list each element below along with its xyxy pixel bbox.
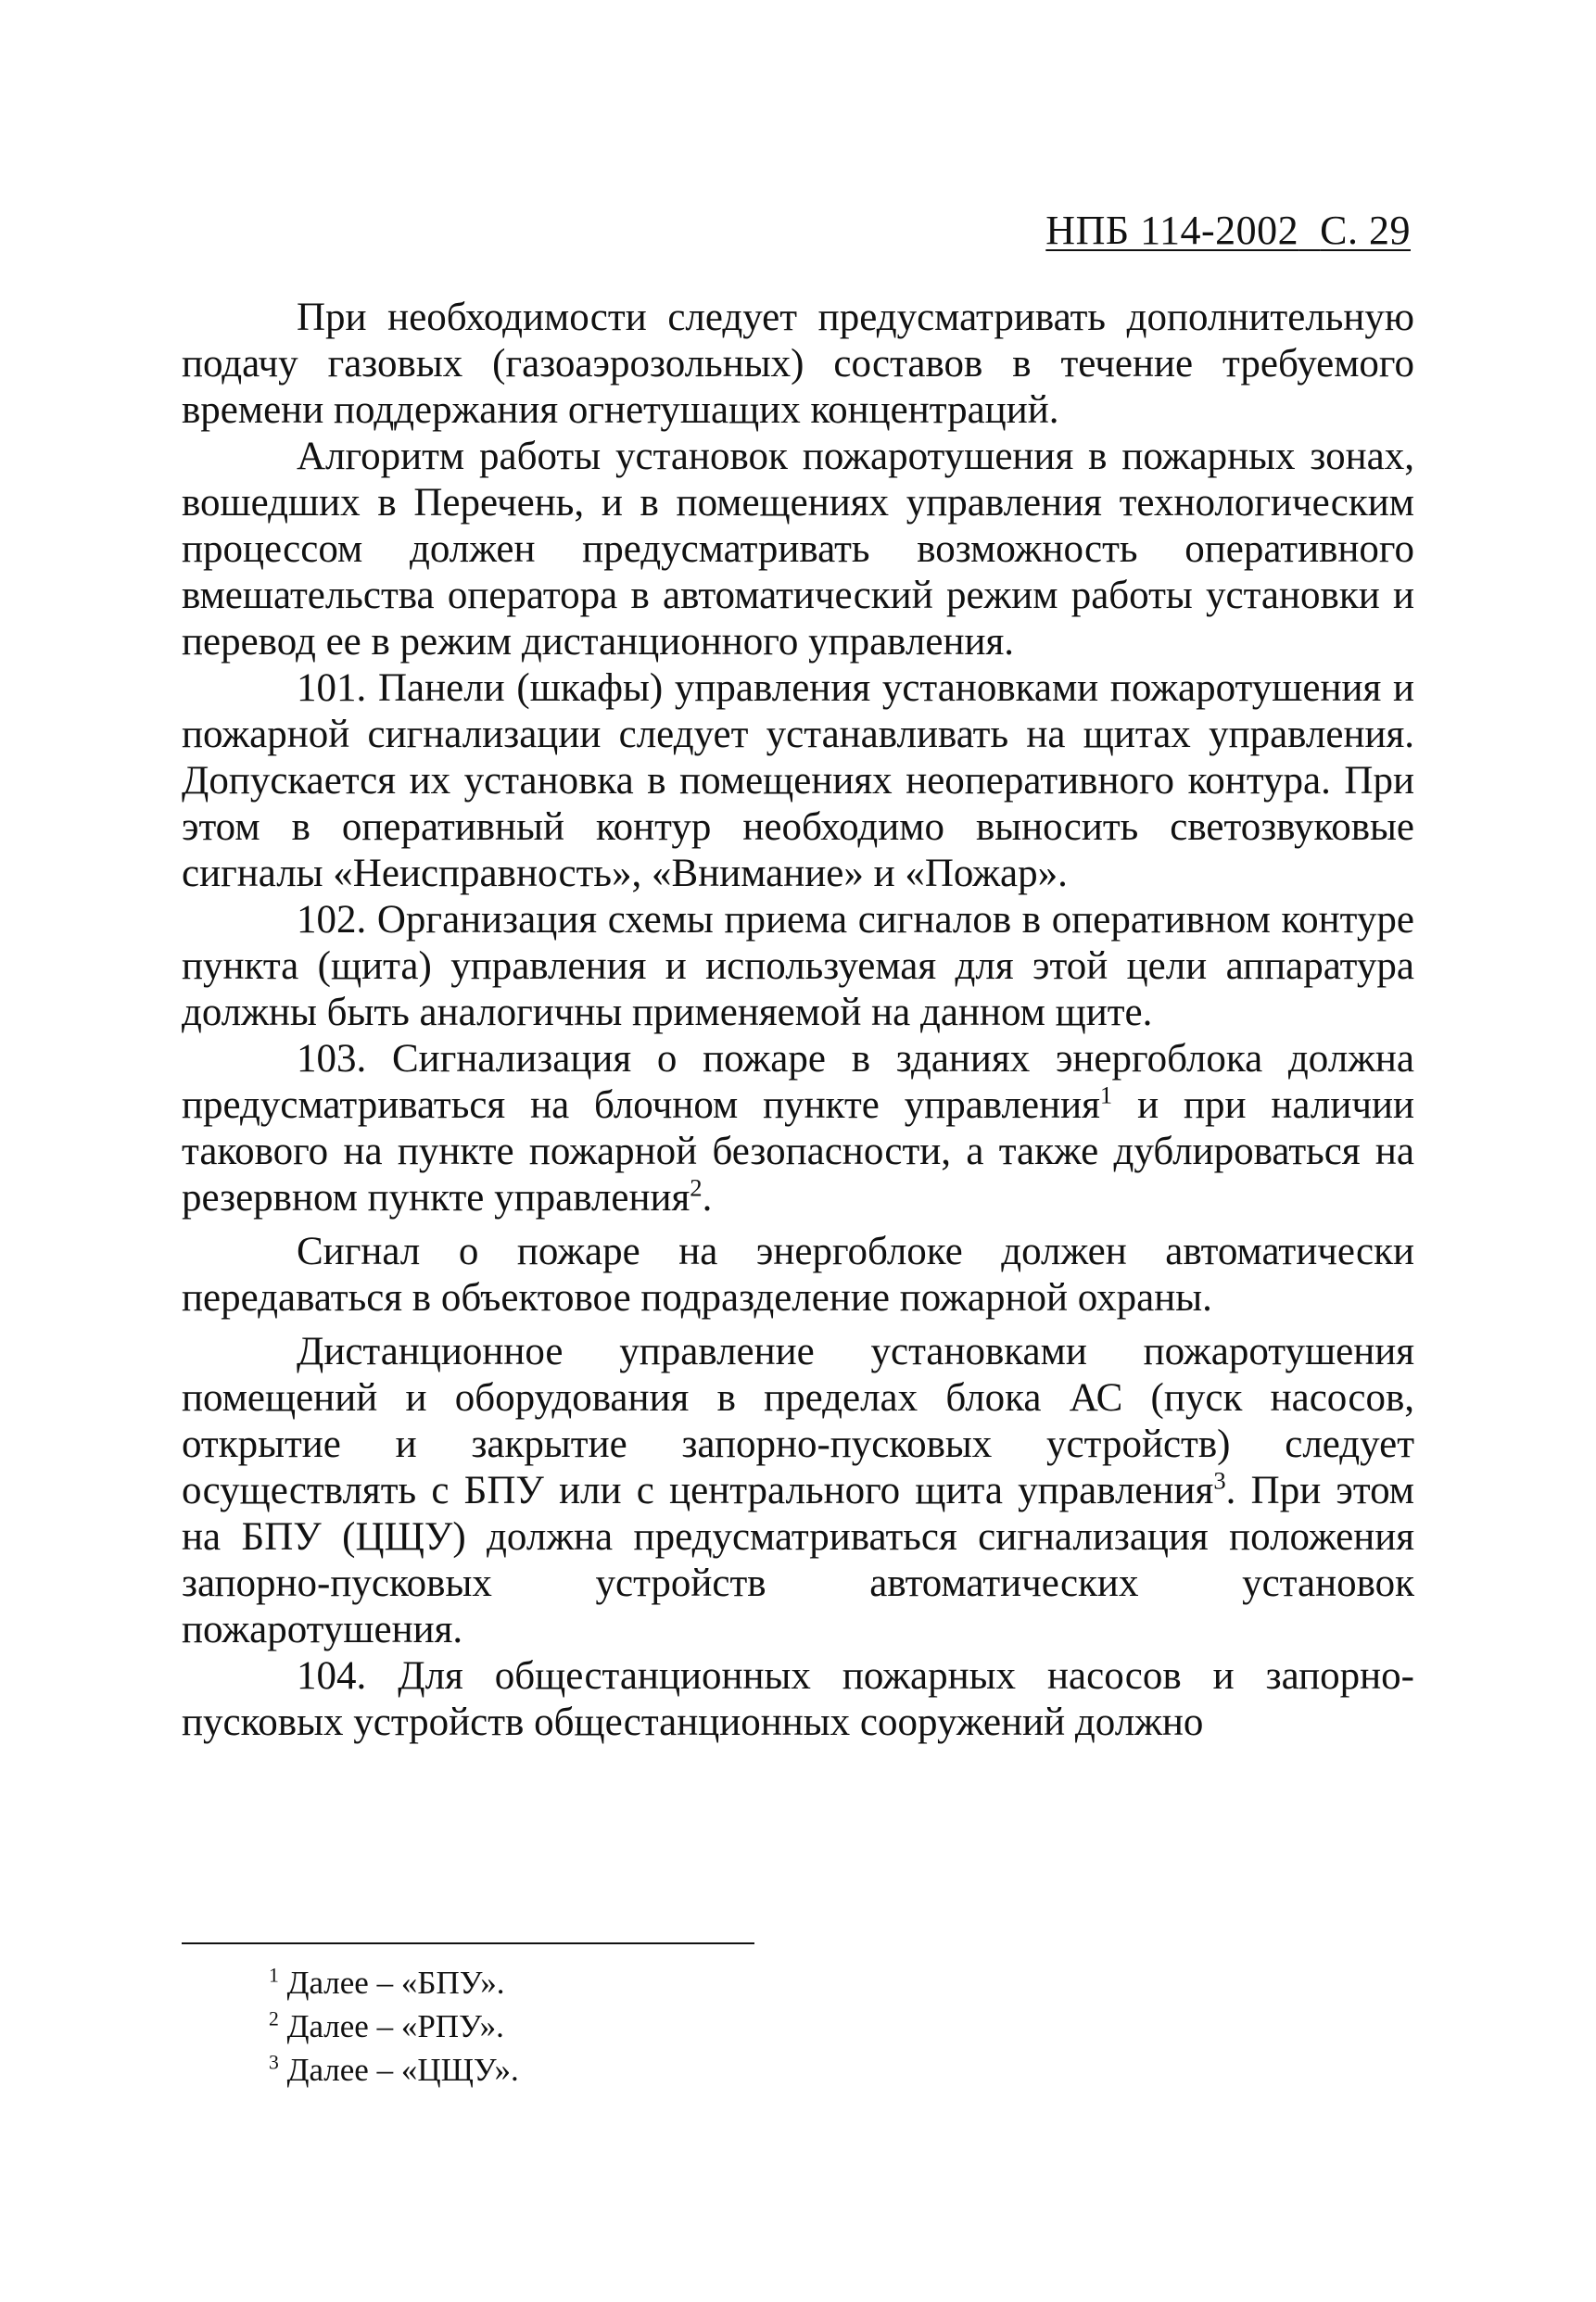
paragraph: 102. Организация схемы приема сигналов в оперативном контуре пункта (щита) управления и используемая для этой цели аппаратура должны быть аналогичны применяемой на данном щите. [182,898,1414,1034]
paragraph-text: . [702,1176,713,1220]
document-code: НПБ 114-2002 [1045,208,1299,253]
body-text [182,295,1414,1746]
paragraph-text: и при наличии такового на пункте пожарной безопасности, а также дублироваться на резервном пункте управления [182,1083,1414,1220]
footnote-text: Далее – «ЦЩУ». [286,2052,519,2088]
footnotes [269,1961,519,2092]
footnote [269,2048,519,2092]
paragraph-text: Дистанционное управление установками пожаротушения помещений и оборудования в пределах блока АС (пуск насосов, открытие и закрытие запорно-пусковых устройств) следует осуществлять с БПУ или с центрального щита управления [182,1330,1414,1512]
page-header [1045,206,1411,256]
footnote-mark: 3 [269,2051,279,2074]
footnote-separator [182,1942,754,1944]
paragraph [182,1036,1414,1221]
paragraph-text: 103. Сигнализация о пожаре в зданиях энергоблока должна предусматриваться на блочном пункте управления [182,1037,1414,1127]
footnote-text: Далее – «БПУ». [286,1965,505,2001]
footnote-ref: 3 [1213,1466,1226,1495]
paragraph: Алгоритм работы установок пожаротушения в пожарных зонах, вошедших в Перечень, и в помещениях управления технологическим процессом должен предусматривать возможность оперативного вмешательства оператора в автоматический режим работы установки и перевод ее в режим дистанционного управления. [182,435,1414,664]
footnote [269,1961,519,2005]
paragraph [182,1329,1414,1653]
footnote [269,2005,519,2048]
page-number: С. 29 [1320,208,1411,253]
footnote-ref: 2 [690,1173,703,1202]
footnote-ref: 1 [1099,1081,1113,1109]
paragraph: 101. Панели (шкафы) управления установками пожаротушения и пожарной сигнализации следует устанавливать на щитах управления. Допускается их установка в помещениях неоперативного контура. При этом в оперативный контур необходимо выносить светозвуковые сигналы «Неисправность», «Внимание» и «Пожар». [182,666,1414,895]
paragraph: 104. Для общестанционных пожарных насосов и запорно-пусковых устройств общестанционных сооружений должно [182,1654,1414,1744]
footnote-text: Далее – «РПУ». [286,2008,504,2044]
paragraph-text: . При этом на БПУ (ЦЩУ) должна предусматриваться сигнализация положения запорно-пусковых устройств автоматических установок пожаротушения. [182,1469,1415,1651]
footnote-mark: 1 [269,1964,279,1987]
paragraph: При необходимости следует предусматривать дополнительную подачу газовых (газоаэрозольных) составов в течение требуемого времени поддержания огнетушащих концентраций. [182,296,1414,432]
paragraph: Сигнал о пожаре на энергоблоке должен автоматически передаваться в объектовое подразделение пожарной охраны. [182,1230,1414,1320]
footnote-mark: 2 [269,2007,279,2030]
